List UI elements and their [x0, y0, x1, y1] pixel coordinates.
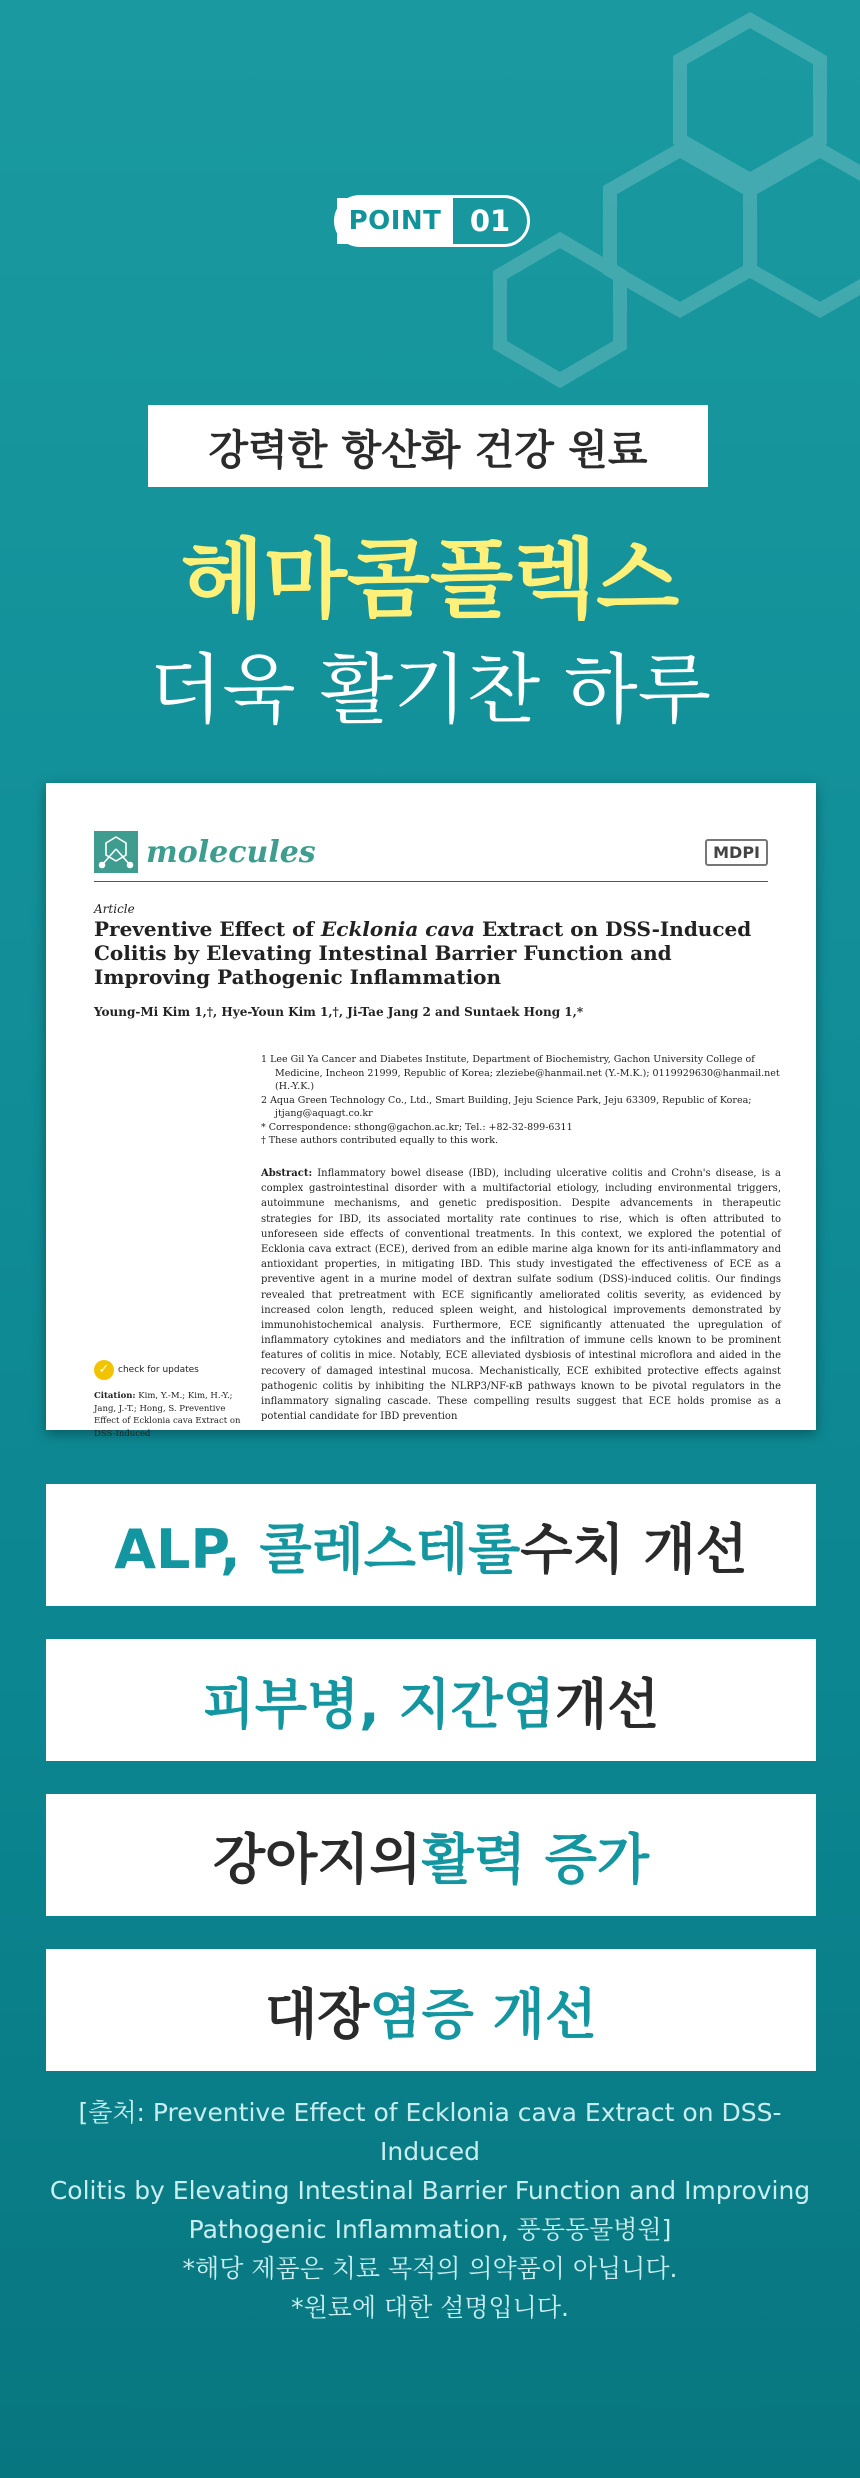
- header-rule: [94, 881, 768, 882]
- check-for-updates-label: check for updates: [118, 1365, 199, 1375]
- paper-title: Preventive Effect of Ecklonia cava Extract on DSS-Induced Colitis by Elevating Intestinal Barrier Function and Improving Pathogenic Inflammation: [94, 917, 752, 989]
- point-number: 01: [469, 204, 511, 238]
- point-badge: [334, 195, 530, 247]
- headline-tagline: 더욱 활기찬 하루: [148, 645, 712, 734]
- disclaimer-line-1: *해당 제품은 치료 목적의 의약품이 아닙니다.: [182, 2254, 678, 2283]
- benefit-3-highlight: 활력 증가: [421, 1827, 650, 1891]
- benefit-2-highlight: 피부병, 지간염: [202, 1672, 555, 1736]
- source-footnote: [30, 2093, 830, 2327]
- check-for-updates: [94, 1360, 244, 1380]
- hexagon-decoration: [500, 0, 860, 420]
- publisher-logo: MDPI: [705, 839, 768, 866]
- benefit-2-text: 개선: [554, 1672, 660, 1736]
- benefit-3: [46, 1794, 816, 1916]
- affiliation-1: 1 Lee Gil Ya Cancer and Diabetes Institute, Department of Biochemistry, Gachon University College of Medicine, Incheon 21999, Republic of Korea; zleziebe@hanmail.net (Y.-M.K.); 0119929630@hanmail.net (H.-Y.K.): [261, 1054, 780, 1092]
- benefit-2: [46, 1639, 816, 1761]
- product-headline: 헤마콤플렉스: [180, 530, 680, 630]
- footnote-line-1: [출처: Preventive Effect of Ecklonia cava Extract on DSS-Induced: [78, 2098, 782, 2166]
- subtitle: 강력한 항산화 건강 원료: [148, 405, 708, 487]
- benefit-4-highlight: 염증 개선: [369, 1982, 597, 2046]
- abstract: Abstract: Inflammatory bowel disease (IBD), including ulcerative colitis and Crohn's disease, is a complex gastrointestinal disorder with a multifactorial etiology, including environmental triggers, autoimmune mechanisms, and genetic predisposition. Despite advancements in therapeutic strategies for IBD, its associated mortality rate continues to rise, which is often attributed to unforeseen side effects of conventional treatments. In this context, we explored the potential of Ecklonia cava extract (ECE), derived from an edible marine alga known for its anti-inflammatory and antioxidant properties, in mitigating IBD. This study investigated the effectiveness of ECE as a preventive agent in a murine model of dextran sulfate sodium (DSS)-induced colitis. Our findings revealed that pretreatment with ECE significantly ameliorated colitis severity, as evidenced by increased colon length, reduced spleen weight, and histological improvements demonstrated by immunohistochemical analysis. Furthermore, ECE significantly attenuated the upregulation of inflammatory cytokines and mediators and the infiltration of immune cells known to be prominent features of colitis in mice. Notably, ECE alleviated dysbiosis of intestinal microflora and aided in the recovery of damaged intestinal mucosa. Mechanistically, ECE exhibited protective effects against pathogenic colitis by inhibiting the NLRP3/NF-κB pathways known to be pivotal regulators in the inflammatory signaling cascade. These compelling results suggest that ECE holds promise as a potential candidate for IBD prevention: [261, 1168, 781, 1423]
- footnote-line-3: Pathogenic Inflammation, 풍동동물병원]: [188, 2215, 672, 2244]
- journal-header: [94, 831, 768, 873]
- benefit-3-text: 강아지의: [212, 1827, 422, 1891]
- disclaimer-line-2: *원료에 대한 설명입니다.: [291, 2293, 569, 2322]
- benefit-4: [46, 1949, 816, 2071]
- correspondence: * Correspondence: sthong@gachon.ac.kr; Tel.: +82-32-899-6311: [261, 1121, 573, 1133]
- footnote-line-2: Colitis by Elevating Intestinal Barrier Function and Improving: [49, 2176, 811, 2205]
- article-type: Article: [94, 902, 135, 916]
- benefit-4-text: 대장: [265, 1982, 370, 2046]
- benefit-1-highlight: ALP, 콜레스테롤: [114, 1517, 521, 1581]
- journal-logo-icon: [94, 831, 138, 873]
- benefit-1: [46, 1484, 816, 1606]
- equal-contribution-note: † These authors contributed equally to this work.: [261, 1135, 499, 1146]
- check-icon: ✓: [94, 1360, 114, 1380]
- benefit-1-text: 수치 개선: [520, 1517, 748, 1581]
- journal-name: molecules: [146, 835, 316, 870]
- citation: Citation: Kim, Y.-M.; Kim, H.-Y.; Jang, J.-T.; Hong, S. Preventive Effect of Ecklonia cava Extract on DSS-Induced: [94, 1391, 241, 1439]
- research-paper-image: [46, 783, 816, 1439]
- affiliations: [261, 1053, 781, 1148]
- paper-authors: Young-Mi Kim 1,†, Hye-Youn Kim 1,†, Ji-Tae Jang 2 and Suntaek Hong 1,*: [94, 1005, 584, 1019]
- point-label: POINT: [337, 198, 453, 244]
- affiliation-2: 2 Aqua Green Technology Co., Ltd., Smart Building, Jeju Science Park, Jeju 63309, Republic of Korea; jtjang@aquagt.co.kr: [261, 1094, 752, 1119]
